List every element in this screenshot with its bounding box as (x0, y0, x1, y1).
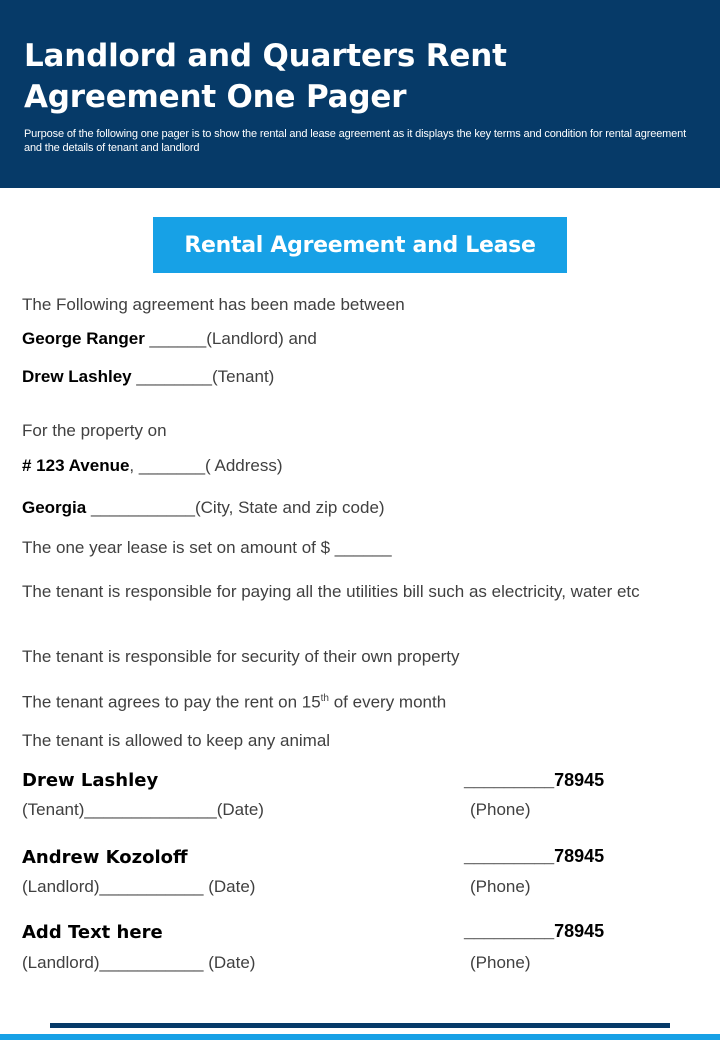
property-intro: For the property on (22, 421, 167, 440)
lease-amount: The one year lease is set on amount of $ ______ (22, 538, 392, 557)
signature-phone-landlord: _________78945 (464, 846, 605, 866)
signature-name-tenant: Drew Lashley (22, 770, 159, 791)
rent-clause (22, 688, 446, 714)
signature-name-landlord: Andrew Kozoloff (22, 847, 188, 868)
phone-label-landlord: (Phone) (470, 877, 531, 896)
signature-phone-tenant: _________78945 (464, 770, 605, 790)
city-line (22, 497, 385, 519)
city-suffix: ___________(City, State and zip code) (86, 498, 385, 517)
agreement-intro: The Following agreement has been made between (22, 295, 405, 314)
footer-accent-strip (0, 1034, 720, 1040)
section-banner-title: Rental Agreement and Lease (184, 232, 536, 258)
rent-suffix: of every month (329, 692, 447, 712)
landlord-name: George Ranger (22, 329, 145, 348)
tenant-name: Drew Lashley (22, 367, 132, 386)
landlord-suffix: ______(Landlord) and (144, 329, 317, 348)
city-value: Georgia (22, 498, 87, 517)
phone-label-extra: (Phone) (470, 953, 531, 972)
animal-clause: The tenant is allowed to keep any animal (22, 731, 331, 750)
footer-divider (50, 1023, 670, 1028)
signature-line-extra: (Landlord)___________ (Date) (22, 953, 256, 972)
signature-phone-extra: _________78945 (464, 921, 605, 941)
header-band (0, 0, 720, 188)
security-clause: The tenant is responsible for security of their own property (22, 647, 460, 666)
landlord-line (22, 328, 317, 350)
address-suffix: , _______( Address) (129, 456, 283, 475)
tenant-suffix: ________(Tenant) (131, 367, 275, 386)
section-banner (153, 217, 567, 273)
rent-prefix: The tenant agrees to pay the rent on 15 (22, 692, 321, 712)
tenant-line (22, 366, 274, 388)
phone-label-tenant: (Phone) (470, 800, 531, 819)
signature-line-landlord: (Landlord)___________ (Date) (22, 877, 256, 896)
signature-line-tenant: (Tenant)______________(Date) (22, 800, 264, 819)
utilities-clause: The tenant is responsible for paying all the utilities bill such as electricity, water etc (22, 582, 640, 601)
signature-name-extra: Add Text here (22, 922, 163, 943)
rent-superscript: th (320, 693, 329, 704)
address-value: # 123 Avenue (22, 456, 130, 475)
page-subtitle: Purpose of the following one pager is to show the rental and lease agreement as it displays the key terms and condition for rental agreement and the details of tenant and landlord (24, 128, 687, 154)
address-line (22, 455, 283, 477)
page-title: Landlord and Quarters Rent Agreement One Pager (24, 38, 507, 115)
